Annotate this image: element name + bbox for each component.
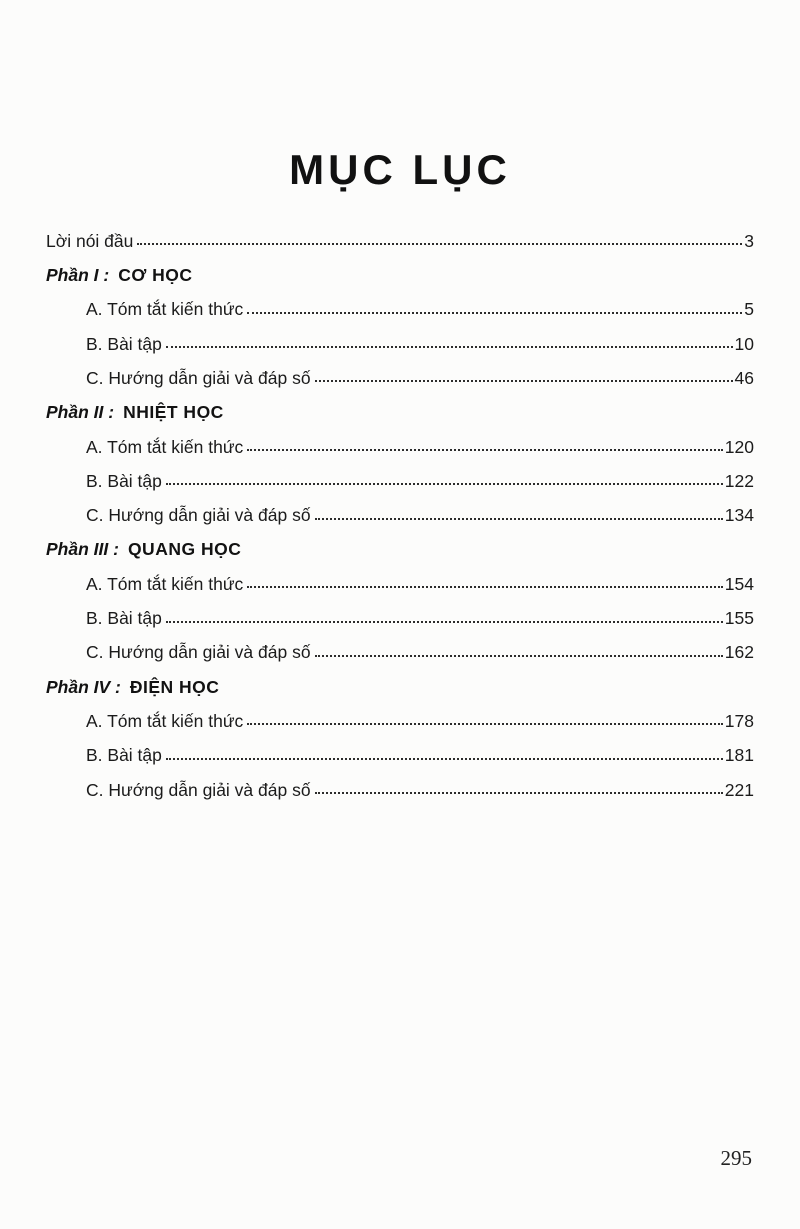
toc-list	[46, 220, 754, 803]
page-title: MỤC LỤC	[289, 146, 511, 193]
entry-page: 120	[724, 436, 754, 457]
dot-leader	[166, 621, 723, 623]
entry-label: B. Bài tập	[86, 470, 162, 491]
entry-page: 155	[724, 608, 754, 629]
entry-page: 5	[744, 299, 754, 320]
section-prefix: Phần III :	[46, 539, 119, 560]
entry-label: A. Tóm tắt kiến thức	[86, 299, 244, 320]
entry-page: 162	[724, 642, 754, 663]
section-prefix: Phần IV :	[46, 676, 121, 697]
page-number: 295	[720, 1146, 752, 1170]
dot-leader	[247, 586, 723, 588]
entry-page: 134	[724, 505, 754, 526]
section-prefix: Phần I :	[46, 265, 110, 286]
toc-entry	[46, 563, 754, 597]
entry-label: C. Hướng dẫn giải và đáp số	[86, 505, 311, 526]
section-title: QUANG HỌC	[127, 539, 242, 560]
toc-section-heading	[46, 391, 754, 425]
dot-leader	[315, 518, 723, 520]
entry-label: C. Hướng dẫn giải và đáp số	[86, 367, 311, 388]
toc-section-heading	[46, 529, 754, 563]
entry-page: 181	[724, 745, 754, 766]
section-title: NHIỆT HỌC	[123, 402, 224, 423]
toc-entry	[46, 460, 754, 494]
entry-label: B. Bài tập	[86, 608, 162, 629]
toc-entry	[46, 289, 754, 323]
entry-label: B. Bài tập	[86, 745, 162, 766]
entry-page: 10	[734, 333, 754, 354]
section-prefix: Phần II :	[46, 402, 115, 423]
toc-entry	[46, 700, 754, 734]
section-title: CƠ HỌC	[118, 265, 193, 286]
toc-entry	[46, 323, 754, 357]
entry-label: C. Hướng dẫn giải và đáp số	[86, 642, 311, 663]
dot-leader	[247, 449, 723, 451]
entry-page: 46	[734, 367, 754, 388]
entry-label: A. Tóm tắt kiến thức	[86, 436, 244, 457]
section-title: ĐIỆN HỌC	[129, 676, 220, 697]
dot-leader	[247, 312, 742, 314]
dot-leader	[315, 380, 733, 382]
dot-leader	[137, 243, 742, 245]
dot-leader	[166, 758, 723, 760]
toc-section-heading	[46, 254, 754, 288]
dot-leader	[247, 723, 723, 725]
toc-entry	[46, 494, 754, 528]
entry-label: A. Tóm tắt kiến thức	[86, 710, 244, 731]
toc-entry	[46, 769, 754, 803]
toc-entry	[46, 426, 754, 460]
entry-page: 221	[724, 779, 754, 800]
entry-page: 3	[744, 230, 754, 251]
toc-entry	[46, 357, 754, 391]
dot-leader	[315, 792, 723, 794]
toc-section-heading	[46, 666, 754, 700]
toc-entry	[46, 597, 754, 631]
entry-page: 178	[724, 710, 754, 731]
toc-entry	[46, 220, 754, 254]
entry-label: B. Bài tập	[86, 333, 162, 354]
dot-leader	[166, 346, 733, 348]
entry-page: 122	[724, 470, 754, 491]
dot-leader	[315, 655, 723, 657]
entry-label: Lời nói đầu	[46, 230, 134, 251]
entry-label: A. Tóm tắt kiến thức	[86, 573, 244, 594]
entry-page: 154	[724, 573, 754, 594]
toc-entry	[46, 632, 754, 666]
toc-entry	[46, 734, 754, 768]
entry-label: C. Hướng dẫn giải và đáp số	[86, 779, 311, 800]
dot-leader	[166, 483, 723, 485]
